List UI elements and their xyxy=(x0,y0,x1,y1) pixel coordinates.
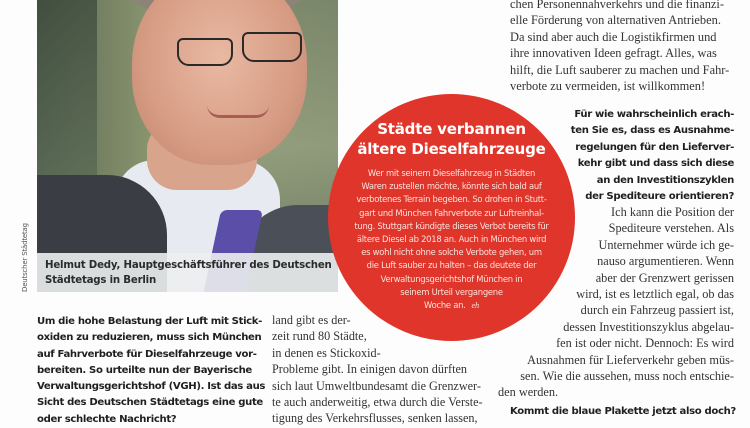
text-line: chen Personennahverkehrs und die finanzi- xyxy=(510,0,725,11)
text-line: Woche an. xyxy=(424,300,466,311)
text-line: Ausnahmen für Lieferverkehr geben müs- xyxy=(527,352,734,367)
text-line: die Luft sauber zu halten – das deutete der xyxy=(366,260,537,271)
caption-line: Städtetags in Berlin xyxy=(45,275,157,286)
title-line: Städte verbannen xyxy=(377,120,526,138)
text-line: sen. Wie die aussehen, muss noch entschie- xyxy=(520,369,734,384)
text-line: Sicht des Deutschen Städtetags eine gute xyxy=(37,397,263,409)
text-line: kehr gibt und dass sich diese xyxy=(577,158,734,170)
text-line: te auch anderweitig, etwa durch die Verste- xyxy=(272,395,483,410)
photo-face xyxy=(132,0,307,165)
lead-question xyxy=(37,314,266,428)
text-line: seinem Urteil vergangene xyxy=(400,286,503,297)
text-line: der Spediteure orientieren? xyxy=(585,191,734,203)
author-initials: eh xyxy=(471,301,479,311)
text-line: Ich kann die Position der xyxy=(611,205,734,219)
text-line: Waren zustellen möchte, könnte sich bald auf xyxy=(361,181,542,192)
text-line: fen ist oder nicht. Dennoch: Es wird xyxy=(556,336,734,351)
text-line: Spediteure verstehen. Als xyxy=(608,221,734,236)
portrait-photo xyxy=(37,0,338,292)
text-line: tigung des Verkehrsflusses, senken lassen, xyxy=(272,411,478,426)
text-line: Probleme gibt. In einigen davon dürften xyxy=(272,362,467,377)
text-line: den werden. xyxy=(498,385,559,400)
text-line: gart und München Fahrverbote zur Luftreinhal- xyxy=(359,207,544,218)
text-line: oxiden zu reduzieren, muss sich München xyxy=(37,332,262,344)
title-line: ältere Dieselfahrzeuge xyxy=(357,140,546,158)
photo-glasses xyxy=(177,38,233,66)
text-line: ihre innovativen Ideen gefragt. Alles, was xyxy=(510,46,717,61)
photo-mouth xyxy=(207,105,269,118)
text-line: Wer mit seinem Dieselfahrzeug in Städten xyxy=(367,168,536,178)
text-line: aber der Grenzwert gerissen xyxy=(595,270,734,285)
interview-question-3: Kommt die blaue Plakette jetzt also doch? xyxy=(510,406,736,417)
photo-glasses xyxy=(242,32,302,62)
text-line: verbotenes Terrain begeben. So drohen in Stutt- xyxy=(356,194,547,205)
text-line: regelungen für den Lieferver- xyxy=(575,141,734,153)
text-line: Da sind aber auch die Logistikfirmen und xyxy=(510,29,717,44)
text-line: verbote zu vermeiden, ist willkommen! xyxy=(510,79,706,94)
caption-line: Helmut Dedy, Hauptgeschäftsführer des Deutschen xyxy=(45,260,332,271)
text-line: auf Fahrverbote für Dieselfahrzeuge vor- xyxy=(37,348,257,360)
callout-body xyxy=(328,167,575,312)
text-line: in denen es Stickoxid- xyxy=(272,345,381,360)
text-line: nauso argumentieren. Wenn xyxy=(597,254,734,269)
text-line: zeit rund 80 Städte, xyxy=(272,329,367,344)
text-line: elle Förderung von alternativen Antrieben. xyxy=(510,13,721,28)
photo-caption xyxy=(45,258,335,288)
text-line: bereiten. So urteilte nun der Bayerische xyxy=(37,364,252,376)
text-line-last xyxy=(328,299,575,312)
text-line: dessen Investitionszyklus abgelau- xyxy=(563,319,734,334)
text-line: wird, ist es letztlich egal, ob das xyxy=(576,287,734,302)
text-line: Verwaltungsgerichtshof (VGH). Ist das aus xyxy=(37,381,266,393)
text-line: ten Sie es, dass es Ausnahme- xyxy=(570,125,734,137)
text-line: sich laut Umweltbundesamt die Grenzwer- xyxy=(272,378,481,393)
text-line: ältere Diesel ab 2018 an. Auch in München wird xyxy=(356,234,547,245)
text-line: an den Investitionszyklen xyxy=(596,174,734,186)
text-line: Um die hohe Belastung der Luft mit Stick- xyxy=(37,316,263,327)
text-line: durch ein Fahrzeug passiert ist, xyxy=(580,303,734,318)
text-line: Für wie wahrscheinlich erach- xyxy=(574,109,734,120)
column-3-text-top xyxy=(510,0,740,94)
text-line: Verwaltungsgerichtshof München in xyxy=(380,273,523,284)
text-line: tung. Stuttgart kündigte dieses Verbot bereits für xyxy=(354,220,549,231)
text-line: oder schlechte Nachricht? xyxy=(37,413,177,425)
photo-credit: Deutscher Städtetag xyxy=(21,223,29,292)
text-line: land gibt es der- xyxy=(272,313,351,327)
text-line: Unternehmer würde ich ge- xyxy=(598,237,734,252)
callout-title xyxy=(328,119,575,159)
text-line: es wohl nicht ohne solche Verbote gehen, um xyxy=(361,247,542,258)
text-line: hilft, die Luft sauberer zu machen und Fahr- xyxy=(510,62,730,77)
